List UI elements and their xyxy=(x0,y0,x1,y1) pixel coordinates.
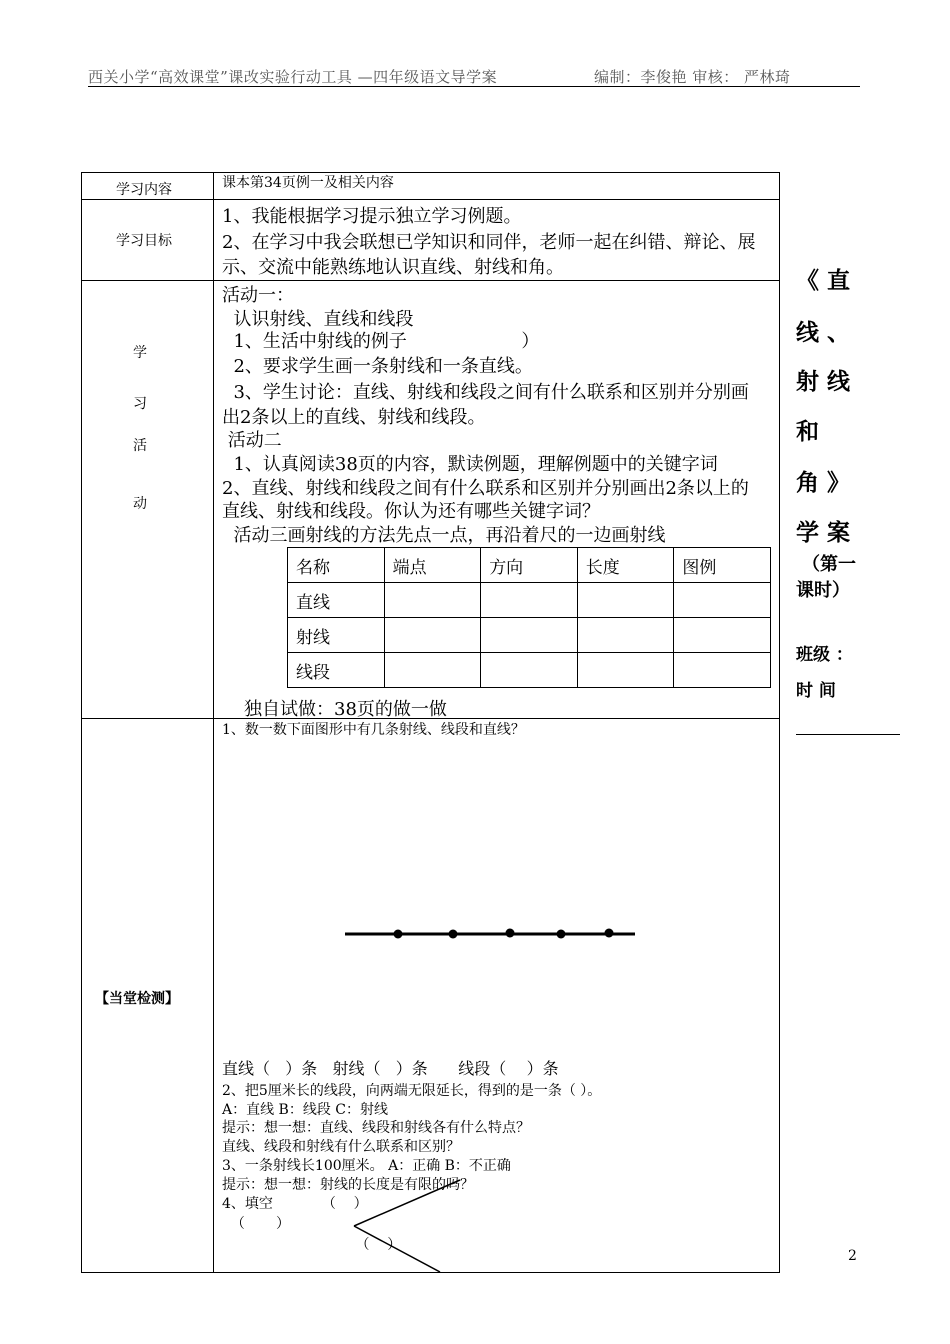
goal-line: 2、在学习中我会联想已学知识和同伴，老师一起在纠错、辩论、展 xyxy=(222,232,756,253)
row-divider xyxy=(81,280,780,281)
table-cell[interactable] xyxy=(674,653,771,688)
table-cell: 射线 xyxy=(288,618,385,653)
activity-line: 2、要求学生画一条射线和一条直线。 xyxy=(222,356,533,377)
table-cell[interactable] xyxy=(481,653,578,688)
header-school-title: 西关小学“高效课堂”课改实验行动工具 —四年级语文导学案 xyxy=(88,68,498,86)
table-header-row xyxy=(288,548,771,583)
test-line: 直线、线段和射线有什么联系和区别？ xyxy=(222,1139,460,1155)
table-row xyxy=(288,583,771,618)
table-cell[interactable] xyxy=(481,618,578,653)
table-row xyxy=(288,618,771,653)
activity-label-char: 学 xyxy=(133,345,147,361)
content-value: 课本第34页例一及相关内容 xyxy=(222,175,394,191)
figure-point xyxy=(557,930,566,939)
row-divider xyxy=(81,199,780,200)
test-line: A：直线 B：线段 C：射线 xyxy=(222,1102,389,1118)
test-label: 【当堂检测】 xyxy=(95,991,179,1007)
goal-line: 示、交流中能熟练地认识直线、射线和角。 xyxy=(222,257,564,278)
page-number: 2 xyxy=(848,1248,857,1264)
side-title-line: 角 》 xyxy=(796,470,851,496)
side-title-line: 学 案 xyxy=(796,520,851,546)
time-underline xyxy=(796,734,900,735)
time-label: 时 间 xyxy=(796,681,836,701)
activity-label-char: 动 xyxy=(133,496,147,512)
figure-point xyxy=(506,929,515,938)
table-header-cell: 名称 xyxy=(288,548,385,583)
side-title-line: 线 、 xyxy=(796,320,851,346)
figure-point xyxy=(449,930,458,939)
table-cell[interactable] xyxy=(674,618,771,653)
table-row xyxy=(288,653,771,688)
activity-line: 活动一： xyxy=(222,285,294,306)
test-question-1: 1、数一数下面图形中有几条射线、线段和直线？ xyxy=(222,722,525,738)
activity-line: 3、学生讨论：直线、射线和线段之间有什么联系和区别并分别画 xyxy=(222,382,749,403)
activity-line: 认识射线、直线和线段 xyxy=(222,309,414,330)
goal-label: 学习目标 xyxy=(116,233,172,249)
activity-label-char: 活 xyxy=(133,438,147,454)
activity-line: 活动三画射线的方法先点一点，再沿着尺的一边画射线 xyxy=(222,525,666,546)
test-line: 2、把5厘米长的线段，向两端无限延长，得到的是一条（ ）。 xyxy=(222,1083,602,1099)
column-divider xyxy=(213,172,214,1273)
table-cell[interactable] xyxy=(384,618,481,653)
figure-point xyxy=(605,929,614,938)
activity-after-text: 独自试做：38页的做一做 xyxy=(244,699,447,720)
activity-line: 2、直线、射线和线段之间有什么联系和区别并分别画出2条以上的 xyxy=(222,478,749,499)
test-line: （ ） xyxy=(222,1216,291,1232)
table-cell[interactable] xyxy=(577,583,674,618)
activity-line: 1、认真阅读38页的内容，默读例题，理解例题中的关键字词 xyxy=(222,454,718,475)
side-subtitle-line: （第一 xyxy=(802,554,856,575)
table-header-cell: 端点 xyxy=(384,548,481,583)
page-header xyxy=(88,66,860,87)
side-title-line: 和 xyxy=(796,419,819,445)
test-line: 提示：想一想：射线的长度是有限的吗？ xyxy=(222,1177,474,1193)
angle-ray xyxy=(354,1226,440,1272)
table-header-cell: 长度 xyxy=(577,548,674,583)
class-label: 班级 ： xyxy=(796,645,853,665)
side-subtitle-line: 课时） xyxy=(796,580,850,601)
table-cell[interactable] xyxy=(577,618,674,653)
table-cell: 线段 xyxy=(288,653,385,688)
activity-line: 活动二 xyxy=(222,430,282,451)
figure-point xyxy=(394,930,403,939)
angle-ray xyxy=(354,1180,460,1226)
header-editors: 编制：李俊艳 审核： 严林琦 xyxy=(594,68,791,86)
side-title-line: 《 直 xyxy=(796,268,851,294)
activity-line: 直线、射线和线段。你认为还有哪些关键字词？ xyxy=(222,501,600,522)
activity-line: 出2条以上的直线、射线和线段。 xyxy=(222,407,486,428)
table-cell[interactable] xyxy=(577,653,674,688)
test-line: 直线（ ）条 射线（ ）条 线段（ ）条 xyxy=(222,1059,559,1078)
table-header-cell: 方向 xyxy=(481,548,578,583)
table-cell[interactable] xyxy=(384,653,481,688)
side-title-line: 射 线 xyxy=(796,369,851,395)
test-line: 4、填空 （ ） xyxy=(222,1196,368,1212)
angle-figure xyxy=(340,1180,480,1270)
activity-label-char: 习 xyxy=(133,396,147,412)
table-cell[interactable] xyxy=(674,583,771,618)
comparison-table xyxy=(287,547,771,688)
test-line: （ ） xyxy=(222,1237,402,1253)
table-header-cell: 图例 xyxy=(674,548,771,583)
content-label: 学习内容 xyxy=(116,182,172,198)
line-figure xyxy=(343,924,643,944)
test-line: 3、一条射线长100厘米。 A：正确 B：不正确 xyxy=(222,1158,511,1174)
activity-line: 1、生活中射线的例子 ） xyxy=(222,331,540,352)
test-line: 提示：想一想：直线、线段和射线各有什么特点？ xyxy=(222,1120,530,1136)
table-cell: 直线 xyxy=(288,583,385,618)
goal-line: 1、我能根据学习提示独立学习例题。 xyxy=(222,206,522,227)
table-cell[interactable] xyxy=(384,583,481,618)
table-cell[interactable] xyxy=(481,583,578,618)
